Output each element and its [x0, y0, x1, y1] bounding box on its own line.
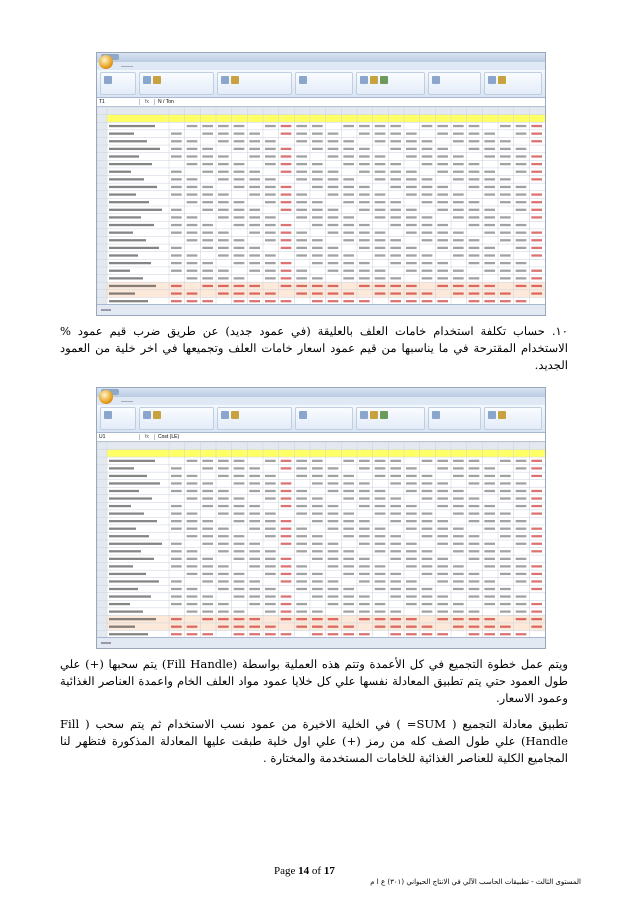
align-icon: [221, 411, 229, 419]
of-word: of: [311, 865, 322, 877]
sheet-tab: [101, 642, 111, 644]
sheet-tabs-bar: [97, 304, 545, 315]
formula-text: Cost (LE): [158, 434, 180, 440]
align-icon: [221, 76, 229, 84]
ribbon-group: [295, 407, 353, 430]
ingredient-header-row: [107, 450, 545, 458]
paragraph-step-10: ١٠. حساب تكلفة استخدام خامات العلف بالعليقة (في عمود جديد) عن طريق ضرب قيم عمود % الاستخدام المقترحة في ما يناسبها من قيم عمود اسعار خامات العلف وتجميعها في اخر خلية من العمود الجديد.: [60, 324, 568, 372]
sheet-tab: [101, 309, 111, 311]
column-header-band: [97, 107, 545, 115]
sheet-tabs-bar: [97, 637, 545, 648]
total-pages: 17: [323, 865, 335, 877]
autosum-icon: [488, 411, 496, 419]
paragraph-sum-formula: تطبيق معادلة التجميع ( SUM= ) في الخلية الاخيرة من عمود نسب الاستخدام ثم يتم سحب ( Fill Handle) علي طول الصف كله من رمز (+) علي اول خلية طبقت عليها المعادلة المذكورة فتظهر لنا المجاميع الكلية للعناصر الغذائية للخامات المستخدمة والمختارة .: [60, 717, 568, 765]
ribbon-group: [356, 407, 425, 430]
ribbon-group: [295, 72, 353, 95]
ribbon-group: [484, 407, 542, 430]
cell-styles-icon: [380, 76, 388, 84]
fx-icon: fx: [140, 434, 155, 440]
table-format-icon: [370, 411, 378, 419]
ribbon-tabs: [97, 62, 545, 70]
formula-text: N / Ton: [158, 99, 174, 105]
course-footer: المستوى الثالث - تطبيقات الحاسب الآلي في الانتاج الحيواني (٣٠١) ع ا م: [370, 878, 581, 886]
paragraph-fill-handle: ويتم عمل خطوة التجميع في كل الأعمدة وتتم هذه العملية بواسطة (Fill Handle) يتم سحبها (+) علي طول العمود حتي يتم تطبيق المعادلة نفسها علي كل خلايا عمود مواد العلف الخام واعمدة العناصر الغذائية وعمود الاسعار.: [60, 657, 569, 705]
ribbon-tab: [121, 66, 133, 67]
ribbon-group: [484, 72, 542, 95]
ribbon-group: [139, 407, 214, 430]
formula-bar: [97, 433, 545, 442]
office-button-icon: [99, 390, 113, 404]
fx-icon: fx: [140, 99, 155, 105]
cell-styles-icon: [380, 411, 388, 419]
ingredient-header-row: [107, 115, 545, 123]
ribbon-tabs: [97, 397, 545, 405]
font-icon: [143, 76, 151, 84]
formula-bar: [97, 98, 545, 107]
sort-filter-icon: [498, 411, 506, 419]
worksheet-grid: [97, 107, 545, 305]
name-box: T1: [97, 99, 140, 105]
paste-icon: [104, 411, 112, 419]
table-format-icon: [370, 76, 378, 84]
ribbon: [97, 70, 545, 98]
insert-cells-icon: [432, 76, 440, 84]
sort-filter-icon: [498, 76, 506, 84]
wrap-text-icon: [231, 76, 239, 84]
ribbon-group: [139, 72, 214, 95]
worksheet-grid: [97, 442, 545, 638]
ribbon-tab: [121, 401, 133, 402]
ribbon-group: [356, 72, 425, 95]
ribbon-group: [217, 72, 292, 95]
page-number: [274, 865, 335, 877]
window-title-bar: [97, 388, 545, 397]
column-header-band: [97, 442, 545, 450]
bold-icon: [153, 76, 161, 84]
ribbon-group: [428, 407, 481, 430]
ribbon-group: [100, 407, 136, 430]
font-icon: [143, 411, 151, 419]
bold-icon: [153, 411, 161, 419]
wrap-text-icon: [231, 411, 239, 419]
current-page: 14: [298, 865, 310, 877]
ribbon-group: [100, 72, 136, 95]
window-title-bar: [97, 53, 545, 62]
number-format-icon: [299, 411, 307, 419]
grid-drawing: [97, 442, 545, 638]
autosum-icon: [488, 76, 496, 84]
ribbon-group: [217, 407, 292, 430]
number-format-icon: [299, 76, 307, 84]
office-button-icon: [99, 55, 113, 69]
name-box: U1: [97, 434, 140, 440]
ribbon-group: [428, 72, 481, 95]
grid-drawing: [97, 107, 545, 305]
page-word: Page: [274, 865, 296, 877]
ribbon: [97, 405, 545, 433]
conditional-format-icon: [360, 76, 368, 84]
insert-cells-icon: [432, 411, 440, 419]
conditional-format-icon: [360, 411, 368, 419]
excel-screenshot-1: [96, 52, 546, 316]
paste-icon: [104, 76, 112, 84]
excel-screenshot-2: [96, 387, 546, 649]
